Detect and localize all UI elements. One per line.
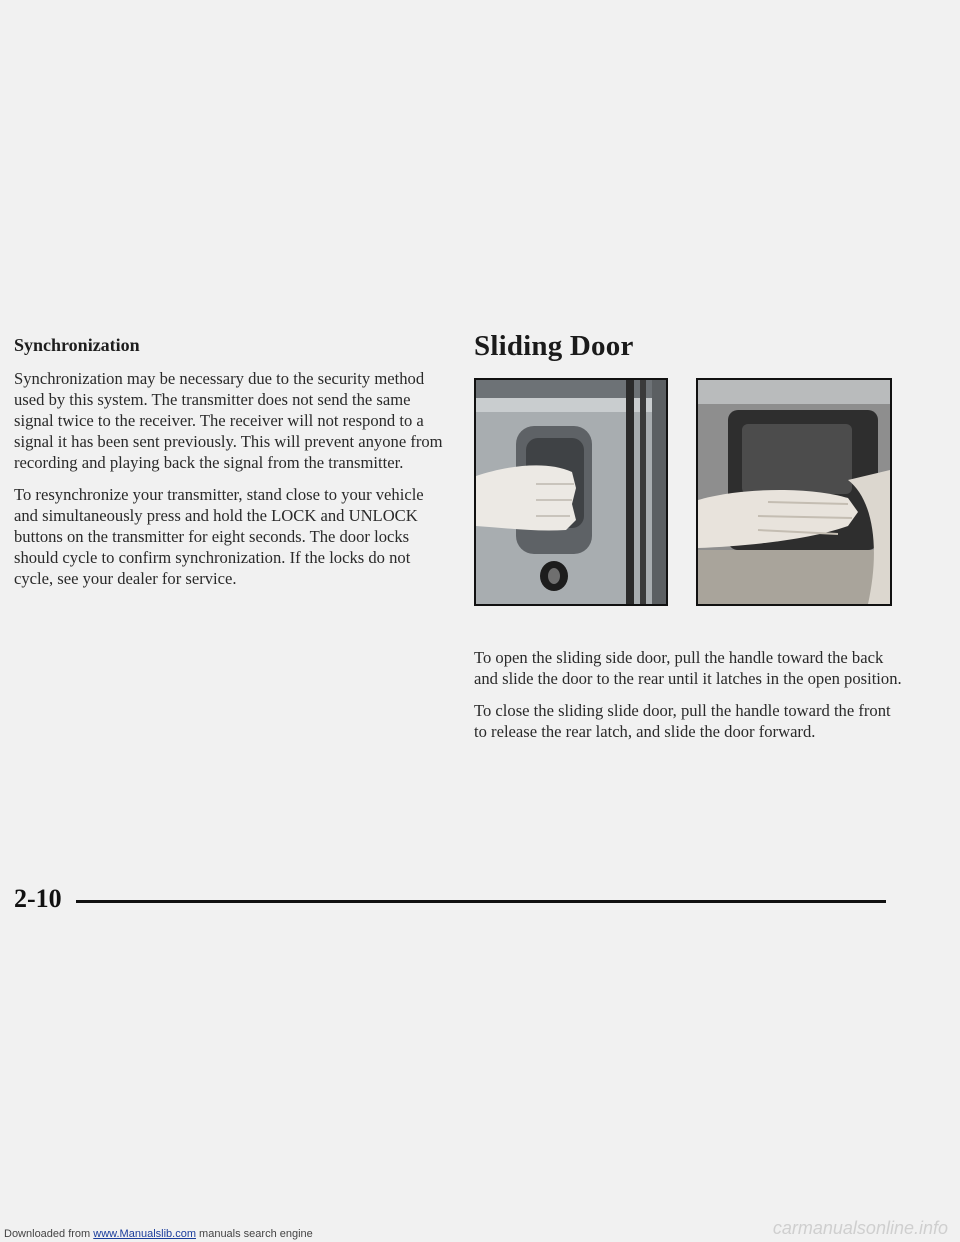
door-latch-photo <box>696 378 892 606</box>
footer-rule <box>76 900 886 903</box>
sliding-door-body <box>474 647 904 753</box>
sliding-door-paragraph-2: To close the sliding slide door, pull the handle toward the front to release the rear latch, and slide the door forward. <box>474 701 891 741</box>
page-number: 2-10 <box>14 884 62 913</box>
synchronization-paragraph-2: To resynchronize your transmitter, stand close to your vehicle and simultaneously press and hold the LOCK and UNLOCK buttons on the transmitter for eight seconds. The door locks should cycle to confirm synchronization. If the locks do not cycle, see your dealer for service. <box>14 485 424 588</box>
sliding-door-heading: Sliding Door <box>474 330 634 362</box>
sliding-door-section <box>474 330 904 363</box>
manualslib-link[interactable]: www.Manualslib.com <box>93 1228 196 1240</box>
door-handle-illustration <box>476 380 666 604</box>
download-source-note <box>4 1228 313 1240</box>
source-prefix: Downloaded from <box>4 1228 94 1240</box>
source-suffix: manuals search engine <box>195 1228 313 1240</box>
synchronization-section <box>14 335 444 600</box>
sliding-door-photos <box>474 378 894 608</box>
sliding-door-paragraph-1: To open the sliding side door, pull the handle toward the back and slide the door to the rear until it latches in the open position. <box>474 648 902 688</box>
door-handle-photo <box>474 378 668 606</box>
synchronization-paragraph-1: Synchronization may be necessary due to the security method used by this system. The transmitter does not send the same signal twice to the receiver. The receiver will not respond to a signal it has been sent previously. This will prevent anyone from recording and playing back the signal from the transmitter. <box>14 369 443 472</box>
watermark: carmanualsonline.info <box>772 1218 948 1238</box>
synchronization-heading: Synchronization <box>14 335 140 355</box>
door-latch-illustration <box>698 380 890 604</box>
